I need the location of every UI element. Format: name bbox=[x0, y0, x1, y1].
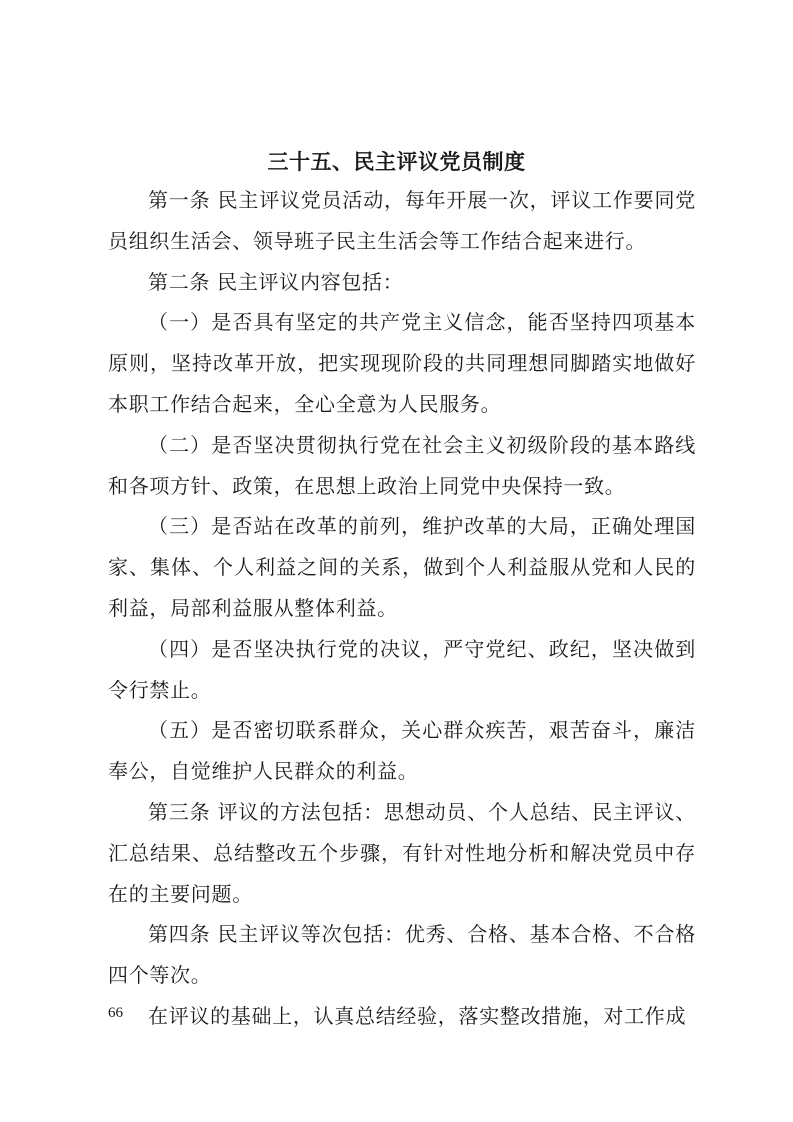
document-body bbox=[108, 180, 696, 1037]
paragraph-item-1: （一）是否具有坚定的共产党主义信念，能否坚持四项基本原则，坚持改革开放，把实现现阶段的共同理想同脚踏实地做好本职工作结合起来，全心全意为人民服务。 bbox=[108, 310, 696, 416]
page-title: 三十五、民主评议党员制度 bbox=[267, 149, 526, 174]
page-number: 66 bbox=[108, 1005, 123, 1021]
paragraph-item-4: （四）是否坚决执行党的决议，严守党纪、政纪，坚决做到令行禁止。 bbox=[108, 636, 696, 702]
paragraph-continuation: 在评议的基础上，认真总结经验，落实整改措施，对工作成 bbox=[148, 1003, 687, 1028]
paragraph-article-2: 第二条 民主评议内容包括： bbox=[148, 269, 404, 294]
paragraph-item-5: （五）是否密切联系群众，关心群众疾苦，艰苦奋斗，廉洁奉公，自觉维护人民群众的利益。 bbox=[108, 718, 696, 784]
paragraph-item-2: （二）是否坚决贯彻执行党在社会主义初级阶段的基本路线和各项方针、政策，在思想上政治上同党中央保持一致。 bbox=[108, 432, 696, 498]
paragraph-article-3: 第三条 评议的方法包括：思想动员、个人总结、民主评议、汇总结果、总结整改五个步骤，有针对性地分析和解决党员中存在的主要问题。 bbox=[108, 799, 696, 906]
paragraph-article-4: 第四条 民主评议等次包括：优秀、合格、基本合格、不合格四个等次。 bbox=[108, 922, 696, 988]
paragraph-item-3: （三）是否站在改革的前列，维护改革的大局，正确处理国家、集体、个人利益之间的关系，做到个人利益服从党和人民的利益，局部利益服从整体利益。 bbox=[108, 514, 696, 620]
paragraph-article-1: 第一条 民主评议党员活动，每年开展一次，评议工作要同党员组织生活会、领导班子民主生活会等工作结合起来进行。 bbox=[108, 188, 696, 253]
